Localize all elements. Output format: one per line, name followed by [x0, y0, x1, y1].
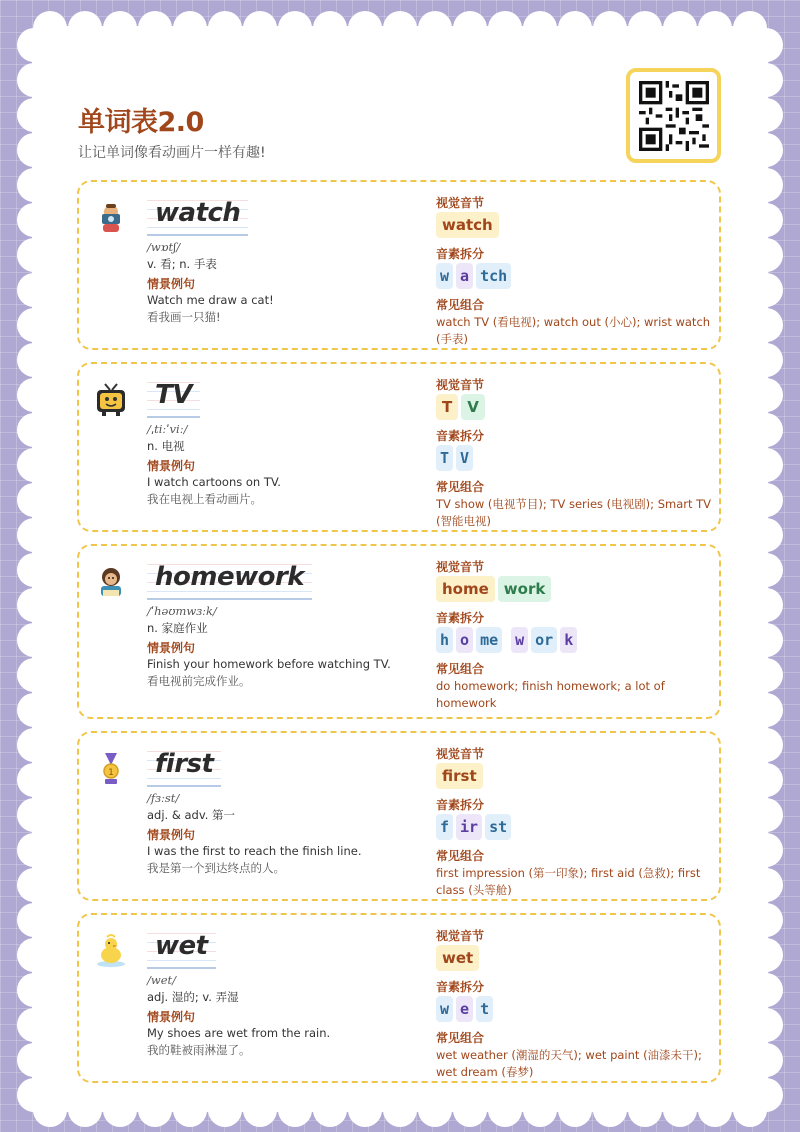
example-english: My shoes are wet from the rain.: [147, 1026, 331, 1040]
word-title: watch: [147, 192, 248, 236]
tv-icon: [93, 382, 129, 418]
phoneme-chip: st: [485, 814, 511, 840]
meaning: v. 看; n. 手表: [147, 257, 217, 271]
phoneme-chip: tch: [476, 263, 511, 289]
syllable-chip: V: [461, 394, 485, 420]
syllable-row: [436, 576, 716, 602]
phoneme-chip: or: [531, 627, 557, 653]
student-icon: [93, 564, 129, 600]
phoneme-chip: w: [511, 627, 528, 653]
phoneme-row: [436, 996, 716, 1022]
example-chinese: 我的鞋被雨淋湿了。: [147, 1043, 251, 1057]
phoneme-chip: w: [436, 263, 453, 289]
phoneme-label: 音素拆分: [436, 247, 485, 261]
example-label: 情景例句: [147, 277, 196, 291]
visual-syllables-label: 视觉音节: [436, 196, 485, 210]
example-english: Watch me draw a cat!: [147, 293, 274, 307]
phonetic: /ˈhəʊmwɜːk/: [147, 604, 217, 618]
phonetic: /fɜːst/: [147, 791, 180, 805]
page-title: 单词表2.0: [78, 107, 204, 138]
word-card-tv: [77, 362, 721, 532]
syllable-row: [436, 394, 716, 420]
phoneme-chip: k: [560, 627, 577, 653]
example-label: 情景例句: [147, 459, 196, 473]
visual-syllables-label: 视觉音节: [436, 929, 485, 943]
qr-code[interactable]: [626, 68, 721, 163]
example-chinese: 看我画一只猫!: [147, 310, 221, 324]
svg-text:1: 1: [108, 768, 114, 778]
phoneme-chip: V: [456, 445, 473, 471]
page-subtitle: 让记单词像看动画片一样有趣!: [78, 145, 266, 161]
example-chinese: 我是第一个到达终点的人。: [147, 861, 285, 875]
example-chinese: 我在电视上看动画片。: [147, 492, 262, 506]
phonetic: /wet/: [147, 973, 177, 987]
phoneme-row: [436, 263, 716, 289]
common-phrases: watch TV (看电视); watch out (小心); wrist watch (手表): [436, 315, 711, 346]
word-title: wet: [147, 925, 216, 969]
phoneme-label: 音素拆分: [436, 611, 485, 625]
example-label: 情景例句: [147, 1010, 196, 1024]
syllable-chip: first: [436, 763, 483, 789]
common-phrases: first impression (第一印象); first aid (急救); first class (头等舱): [436, 866, 701, 897]
medal-icon: [93, 751, 129, 787]
phoneme-chip: h: [436, 627, 453, 653]
qr-code-icon: [639, 81, 709, 151]
visual-syllables-label: 视觉音节: [436, 378, 485, 392]
word-title: TV: [147, 374, 200, 418]
common-phrases-label: 常见组合: [436, 480, 485, 494]
phoneme-chip: w: [436, 996, 453, 1022]
example-label: 情景例句: [147, 641, 196, 655]
meaning: adj. 湿的; v. 弄湿: [147, 990, 239, 1004]
meaning: adj. & adv. 第一: [147, 808, 236, 822]
word-title: homework: [147, 556, 312, 600]
phoneme-label: 音素拆分: [436, 980, 485, 994]
example-chinese: 看电视前完成作业。: [147, 674, 251, 688]
word-card-homework: [77, 544, 721, 719]
common-phrases-label: 常见组合: [436, 849, 485, 863]
phoneme-chip: me: [476, 627, 502, 653]
syllable-row: [436, 212, 716, 238]
word-card-first: [77, 731, 721, 901]
phoneme-chip: a: [456, 263, 473, 289]
example-english: I watch cartoons on TV.: [147, 475, 281, 489]
camera-kid-icon: [93, 200, 129, 236]
meaning: n. 家庭作业: [147, 621, 208, 635]
phonetic: /wɒtʃ/: [147, 240, 181, 254]
meaning: n. 电视: [147, 439, 185, 453]
syllable-chip: work: [498, 576, 552, 602]
duck-icon: [93, 933, 129, 969]
phoneme-row: [436, 814, 716, 840]
syllable-chip: watch: [436, 212, 499, 238]
word-card-watch: [77, 180, 721, 350]
common-phrases: do homework; finish homework; a lot of homework: [436, 679, 665, 710]
common-phrases: wet weather (潮湿的天气); wet paint (油漆未干); wet dream (春梦): [436, 1048, 702, 1079]
syllable-chip: home: [436, 576, 495, 602]
phoneme-label: 音素拆分: [436, 429, 485, 443]
word-card-wet: [77, 913, 721, 1083]
phoneme-chip: t: [476, 996, 493, 1022]
phoneme-chip: o: [456, 627, 473, 653]
common-phrases: TV show (电视节目); TV series (电视剧); Smart TV (智能电视): [436, 497, 712, 528]
syllable-chip: T: [436, 394, 458, 420]
common-phrases-label: 常见组合: [436, 298, 485, 312]
example-english: I was the first to reach the finish line.: [147, 844, 362, 858]
phoneme-chip: e: [456, 996, 473, 1022]
phoneme-row: [436, 627, 716, 653]
phoneme-chip: T: [436, 445, 453, 471]
common-phrases-label: 常见组合: [436, 662, 485, 676]
phoneme-chip: ir: [456, 814, 482, 840]
example-english: Finish your homework before watching TV.: [147, 657, 391, 671]
syllable-chip: wet: [436, 945, 479, 971]
visual-syllables-label: 视觉音节: [436, 747, 485, 761]
phoneme-label: 音素拆分: [436, 798, 485, 812]
phoneme-row: [436, 445, 716, 471]
word-title: first: [147, 743, 221, 787]
phoneme-chip: f: [436, 814, 453, 840]
example-label: 情景例句: [147, 828, 196, 842]
visual-syllables-label: 视觉音节: [436, 560, 485, 574]
syllable-row: [436, 945, 716, 971]
syllable-row: [436, 763, 716, 789]
common-phrases-label: 常见组合: [436, 1031, 485, 1045]
phonetic: /ˌtiːˈviː/: [147, 422, 188, 436]
